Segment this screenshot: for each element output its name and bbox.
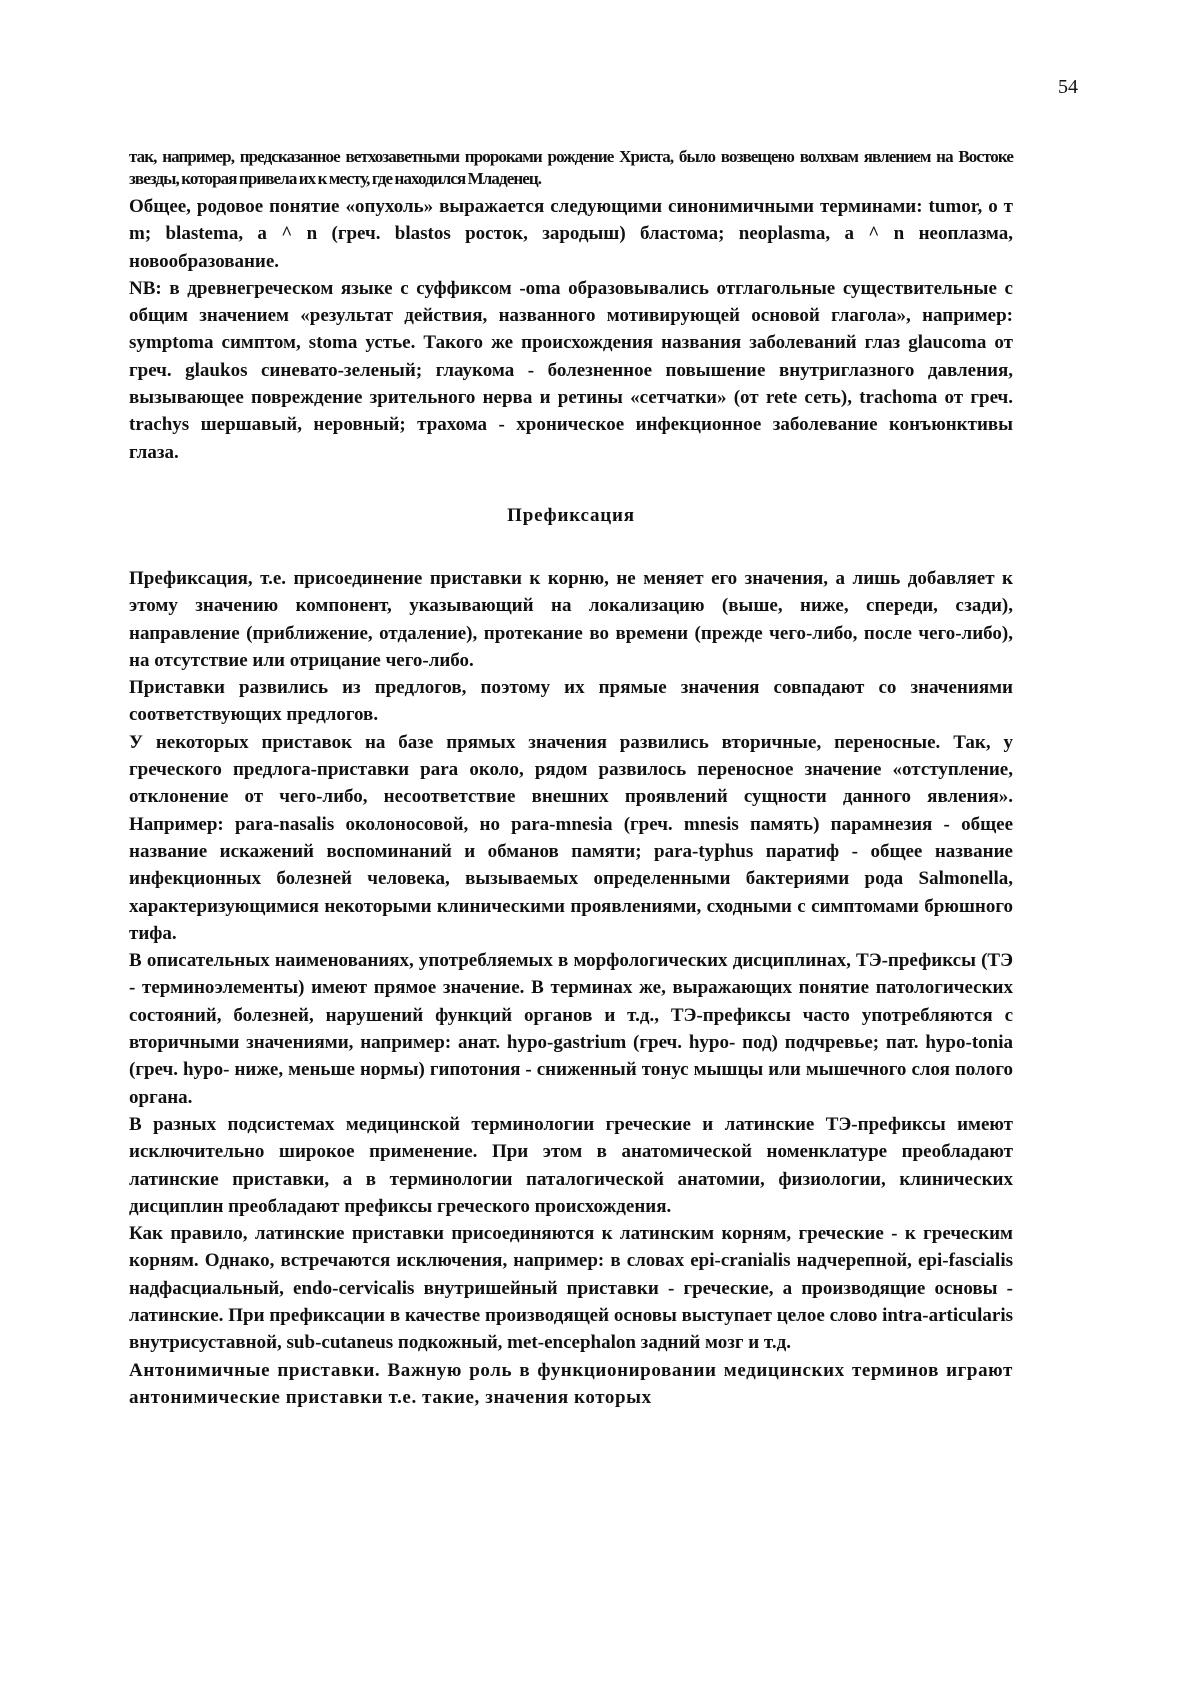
paragraph-prefixation-definition: Префиксация, т.е. присоединение приставки к корню, не меняет его значения, а лишь добавляет к этому значению компонент, указывающий на локализацию (выше, ниже, спереди, сзади), направление (приближение, отдаление), протекание во времени (прежде чего-либо, после чего-либо), на отсутствие или отрицание чего-либо.: [129, 567, 1013, 671]
paragraph-prefix-origin: Приставки развились из предлогов, поэтому их прямые значения совпадают со значениями соответствующих предлогов.: [129, 677, 1013, 726]
page-number: 54: [1058, 76, 1078, 98]
paragraph-nb-oma-suffix: NB: в древнегреческом языке с суффиксом -oma образовывались отглагольные существительные с общим значением «результат действия, названного мотивирующей основой глагола», например: symptoma симптом, stoma устье. Такого же происхождения названия заболеваний глаз glaucoma от греч. glaukos синевато-зеленый; глаукома - болезненное повышение внутриглазного давления, вызывающее повреждение зрительного нерва и ретины «сетчатки» (от rete сеть), trachoma от греч. trachys шершавый, неровный; трахома - хроническое инфекционное заболевание конъюнктивы глаза.: [129, 277, 1013, 463]
page-body: [129, 146, 1013, 1411]
paragraph-secondary-meanings: У некоторых приставок на базе прямых значения развились вторичные, переносные. Так, у греческого предлога-приставки para около, рядом развилось переносное значение «отступление, отклонение от чего-либо, несоответствие внешних проявлений сущности данного явления». Например: para-nasalis околоносовой, но para-mnesia (греч. mnesis память) парамнезия - общее название искажений воспоминаний и обманов памяти; para-typhus паратиф - общее название инфекционных болезней человека, вызываемых определенными бактериями рода Salmonella, характеризующимися некоторыми клиническими проявлениями, сходными с симптомами брюшного тифа.: [129, 731, 1013, 944]
section-heading: Префиксация: [507, 504, 635, 526]
paragraph-antonymic-prefixes: Антонимичные приставки. Важную роль в функционировании медицинских терминов играют антонимические приставки т.е. такие, значения которых: [129, 1359, 1013, 1408]
paragraph-continuation: так, например, предсказанное ветхозаветными пророками рождение Христа, было возвещено волхвам явлением на Востоке звезды, которая привела их к месту, где находился Младенец.: [129, 147, 1013, 188]
paragraph-latin-greek-rule: Как правило, латинские приставки присоединяются к латинским корням, греческие - к греческим корням. Однако, встречаются исключения, например: в словах epi-cranialis надчерепной, epi-fascialis надфасциальный, endo-cervicalis внутришейный приставки - греческие, а производящие основы - латинские. При префиксации в качестве производящей основы выступает целое слово intra-articularis внутрисуставной, sub-cutaneus подкожный, met-encephalon задний мозг и т.д.: [129, 1223, 1013, 1354]
paragraph-subsystems: В разных подсистемах медицинской терминологии греческие и латинские ТЭ-префиксы имеют исключительно широкое применение. При этом в анатомической номенклатуре преобладают латинские приставки, а в терминологии паталогической анатомии, физиологии, клинических дисциплин преобладают префиксы греческого происхождения.: [129, 1113, 1013, 1217]
paragraph-te-prefixes: В описательных наименованиях, употребляемых в морфологических дисциплинах, ТЭ-префиксы (ТЭ - терминоэлементы) имеют прямое значение. В терминах же, выражающих понятие патологических состояний, болезней, нарушений функций органов и т.д., ТЭ-префиксы часто употребляются с вторичными значениями, например: анат. hypo-gastrium (греч. hypo- под) подчревье; пат. hypo-tonia (греч. hypo- ниже, меньше нормы) гипотония - сниженный тонус мышцы или мышечного слоя полого органа.: [129, 950, 1013, 1108]
paragraph-tumor-synonyms: Общее, родовое понятие «опухоль» выражается следующими синонимичными терминами: tumor, o т m; blastema, a ^ n (греч. blastos росток, зародыш) бластома; neoplasma, a ^ n неоплазма, новообразование.: [129, 196, 1013, 272]
